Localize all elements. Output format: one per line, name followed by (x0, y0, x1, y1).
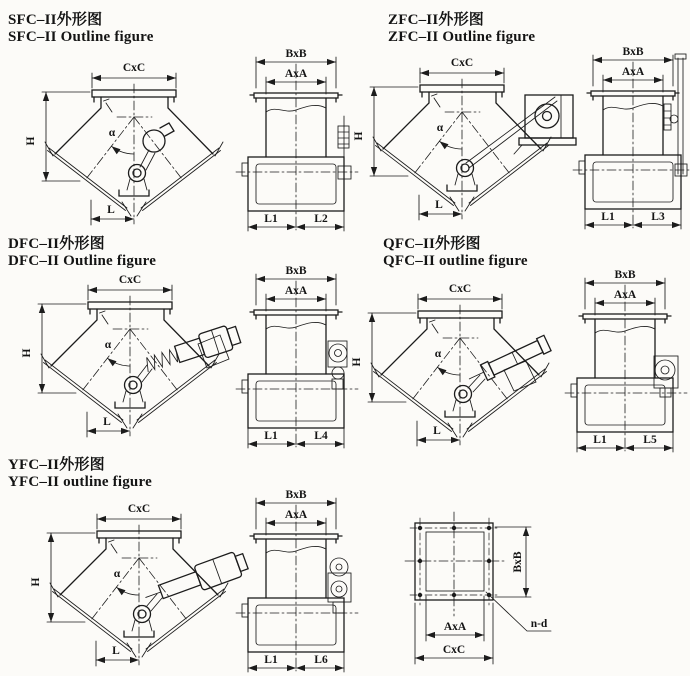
front-angle-label: α (436, 122, 444, 134)
front-width-label: CxC (448, 283, 472, 295)
side-left-dim-label: L1 (601, 211, 615, 223)
flange-bolt-holes-label: n-d (530, 618, 548, 630)
front-angle-label: α (104, 339, 112, 351)
qfc-block (351, 269, 687, 452)
qfc-side-view (565, 269, 687, 452)
sfc-title (8, 12, 154, 46)
yfc-front-view (30, 503, 250, 666)
side-right-dim-label: L5 (643, 434, 657, 446)
dfc-block (21, 265, 358, 448)
zfc-hoist-actuator-drawing (466, 95, 576, 168)
zfc-side-hoist-drawing (664, 54, 687, 176)
front-height-label: H (351, 357, 363, 367)
side-left-dim-label: L1 (264, 430, 278, 442)
zfc-side-view (573, 46, 690, 229)
front-outlet-label: L (107, 204, 115, 216)
dfc-title (8, 236, 156, 270)
yfc-title-en: YFC–II outline figure (8, 474, 152, 490)
dfc-title-zh: DFC–II外形图 (8, 236, 105, 252)
side-left-dim-label: L1 (264, 213, 278, 225)
flange-outer-label: CxC (442, 644, 466, 656)
front-angle-label: α (434, 348, 442, 360)
yfc-hydraulic-actuator-drawing (141, 549, 249, 611)
side-inner-label: AxA (284, 509, 308, 521)
dfc-pushrod-actuator-drawing (137, 323, 242, 382)
front-height-label: H (30, 577, 42, 587)
side-outer-label: BxB (614, 269, 636, 281)
side-left-dim-label: L1 (264, 654, 278, 666)
side-inner-label: AxA (284, 285, 308, 297)
sfc-title-zh: SFC–II外形图 (8, 12, 103, 28)
front-height-label: H (21, 348, 33, 358)
flange-height-label: BxB (512, 551, 524, 573)
side-outer-label: BxB (622, 46, 644, 58)
sfc-block (25, 48, 358, 231)
zfc-title-zh: ZFC–II外形图 (388, 12, 484, 28)
yfc-title (8, 457, 152, 491)
front-outlet-label: L (112, 645, 120, 657)
sfc-front-view (25, 62, 223, 225)
qfc-title-zh: QFC–II外形图 (383, 236, 481, 252)
front-outlet-label: L (103, 416, 111, 428)
zfc-title-en: ZFC–II Outline figure (388, 29, 536, 45)
front-width-label: CxC (118, 274, 142, 286)
front-width-label: CxC (122, 62, 146, 74)
front-angle-label: α (113, 568, 121, 580)
side-inner-label: AxA (621, 66, 645, 78)
dfc-front-view (21, 274, 242, 437)
zfc-block (353, 46, 690, 229)
side-right-dim-label: L4 (314, 430, 328, 442)
side-inner-label: AxA (284, 68, 308, 80)
front-width-label: CxC (127, 503, 151, 515)
front-height-label: H (25, 136, 37, 146)
qfc-title-en: QFC–II outline figure (383, 253, 528, 269)
side-right-dim-label: L3 (651, 211, 665, 223)
qfc-front-view (351, 283, 551, 446)
zfc-front-view (353, 57, 576, 220)
dfc-side-view (236, 265, 358, 448)
dfc-title-en: DFC–II Outline figure (8, 253, 157, 269)
zfc-title (388, 12, 535, 46)
front-outlet-label: L (433, 425, 441, 437)
front-outlet-label: L (435, 199, 443, 211)
front-width-label: CxC (450, 57, 474, 69)
yfc-side-view (236, 489, 358, 672)
sfc-title-en: SFC–II Outline figure (8, 29, 154, 45)
front-angle-label: α (108, 127, 116, 139)
bolt-holes (418, 526, 491, 597)
yfc-title-zh: YFC–II外形图 (8, 457, 105, 473)
flange-inner-label: AxA (443, 621, 467, 633)
front-height-label: H (353, 131, 365, 141)
sfc-side-view (236, 48, 358, 231)
side-outer-label: BxB (285, 265, 307, 277)
flange-plan-view (405, 512, 551, 664)
side-outer-label: BxB (285, 48, 307, 60)
qfc-side-cylinder-drawing (654, 356, 678, 397)
side-left-dim-label: L1 (593, 434, 607, 446)
side-right-dim-label: L6 (314, 654, 328, 666)
side-outer-label: BxB (285, 489, 307, 501)
qfc-title (383, 236, 528, 270)
side-right-dim-label: L2 (314, 213, 328, 225)
side-inner-label: AxA (613, 289, 637, 301)
yfc-block (30, 489, 358, 672)
